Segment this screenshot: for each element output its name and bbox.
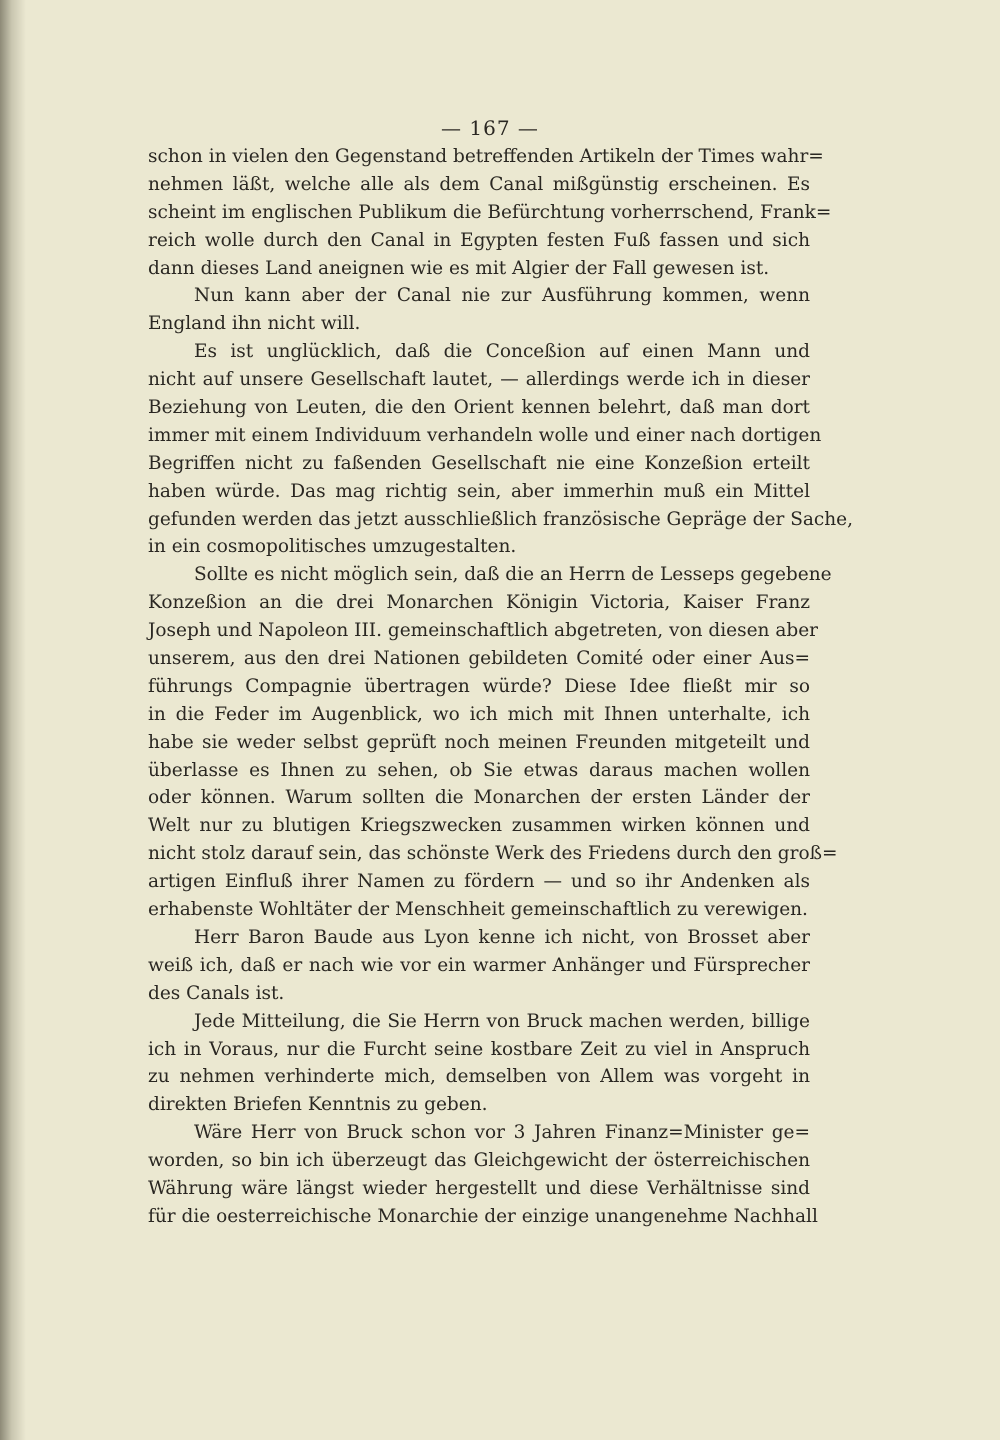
text-line: Begriffen nicht zu faßenden Gesellschaft nie eine Konzeßion erteilt	[148, 452, 810, 474]
text-line: für die oesterreichische Monarchie der einzige unangenehme Nachhall	[148, 1205, 818, 1227]
text-line: des Canals ist.	[148, 982, 285, 1004]
text-line: in die Feder im Augenblick, wo ich mich mit Ihnen unterhalte, ich	[148, 703, 810, 725]
paragraph	[148, 1119, 818, 1231]
text-line: immer mit einem Individuum verhandeln wolle und einer nach dortigen	[148, 424, 822, 446]
text-line: nehmen läßt, welche alle als dem Canal mißgünstig erscheinen. Es	[148, 173, 810, 195]
text-line: weiß ich, daß er nach wie vor ein warmer Anhänger und Fürsprecher	[148, 954, 810, 976]
text-line: reich wolle durch den Canal in Egypten festen Fuß fassen und sich	[148, 229, 810, 251]
text-line: Wäre Herr von Bruck schon vor 3 Jahren Finanz=Minister ge=	[194, 1122, 810, 1144]
page-edge-shadow	[0, 0, 26, 1440]
text-line: Beziehung von Leuten, die den Orient kennen belehrt, daß man dort	[148, 397, 810, 419]
text-line: Sollte es nicht möglich sein, daß die an Herrn de Lesseps gegebene	[194, 564, 832, 586]
text-line: worden, so bin ich überzeugt das Gleichgewicht der österreichischen	[148, 1150, 810, 1172]
text-line: Konzeßion an die drei Monarchen Königin Victoria, Kaiser Franz	[148, 592, 810, 614]
paragraph	[148, 561, 838, 924]
text-line: erhabenste Wohltäter der Menschheit gemeinschaftlich zu verewigen.	[148, 899, 808, 921]
text-line: zu nehmen verhinderte mich, demselben von Allem was vorgeht in	[148, 1066, 810, 1088]
text-line: dann dieses Land aneignen wie es mit Algier der Fall gewesen ist.	[148, 257, 770, 279]
body-text	[148, 143, 853, 1231]
text-line: schon in vielen den Gegenstand betreffenden Artikeln der Times wahr=	[148, 146, 824, 167]
text-line: artigen Einfluß ihrer Namen zu fördern — und so ihr Andenken als	[148, 871, 810, 893]
text-line: Jede Mitteilung, die Sie Herrn von Bruck machen werden, billige	[194, 1010, 810, 1032]
text-line: Herr Baron Baude aus Lyon kenne ich nicht, von Brosset aber	[194, 926, 810, 948]
text-line: Nun kann aber der Canal nie zur Ausführung kommen, wenn	[194, 285, 810, 307]
text-line: England ihn nicht will.	[148, 313, 361, 335]
text-line: scheint im englischen Publikum die Befürchtung vorherrschend, Frank=	[148, 201, 832, 223]
paragraph	[148, 282, 810, 338]
paragraph	[148, 1008, 810, 1120]
paragraph	[148, 924, 810, 1008]
text-line: haben würde. Das mag richtig sein, aber immerhin muß ein Mittel	[148, 480, 810, 502]
text-line: habe sie weder selbst geprüft noch meinen Freunden mitgeteilt und	[148, 731, 810, 753]
text-line: Welt nur zu blutigen Kriegszwecken zusammen wirken können und	[148, 815, 810, 837]
text-line: gefunden werden das jetzt ausschließlich französische Gepräge der Sache,	[148, 508, 853, 530]
text-line: unserem, aus den drei Nationen gebildeten Comité oder einer Aus=	[148, 648, 810, 670]
text-line: Es ist unglücklich, daß die Conceßion auf einen Mann und	[194, 341, 810, 363]
paragraph	[148, 338, 853, 561]
page-number: — 167 —	[441, 116, 539, 140]
text-line: Währung wäre längst wieder hergestellt und diese Verhältnisse sind	[148, 1177, 810, 1199]
text-line: führungs Compagnie übertragen würde? Diese Idee fließt mir so	[148, 675, 810, 697]
text-line: ich in Voraus, nur die Furcht seine kostbare Zeit zu viel in Anspruch	[148, 1038, 810, 1060]
text-line: nicht stolz darauf sein, das schönste Werk des Friedens durch den groß=	[148, 843, 838, 865]
text-line: Joseph und Napoleon III. gemeinschaftlich abgetreten, von diesen aber	[148, 620, 818, 642]
text-line: in ein cosmopolitisches umzugestalten.	[148, 536, 517, 558]
paragraph	[148, 143, 832, 282]
text-line: oder können. Warum sollten die Monarchen der ersten Länder der	[148, 787, 810, 809]
text-line: nicht auf unsere Gesellschaft lautet, — allerdings werde ich in dieser	[148, 369, 810, 391]
text-line: direkten Briefen Kenntnis zu geben.	[148, 1094, 488, 1116]
text-line: überlasse es Ihnen zu sehen, ob Sie etwas daraus machen wollen	[148, 759, 810, 781]
